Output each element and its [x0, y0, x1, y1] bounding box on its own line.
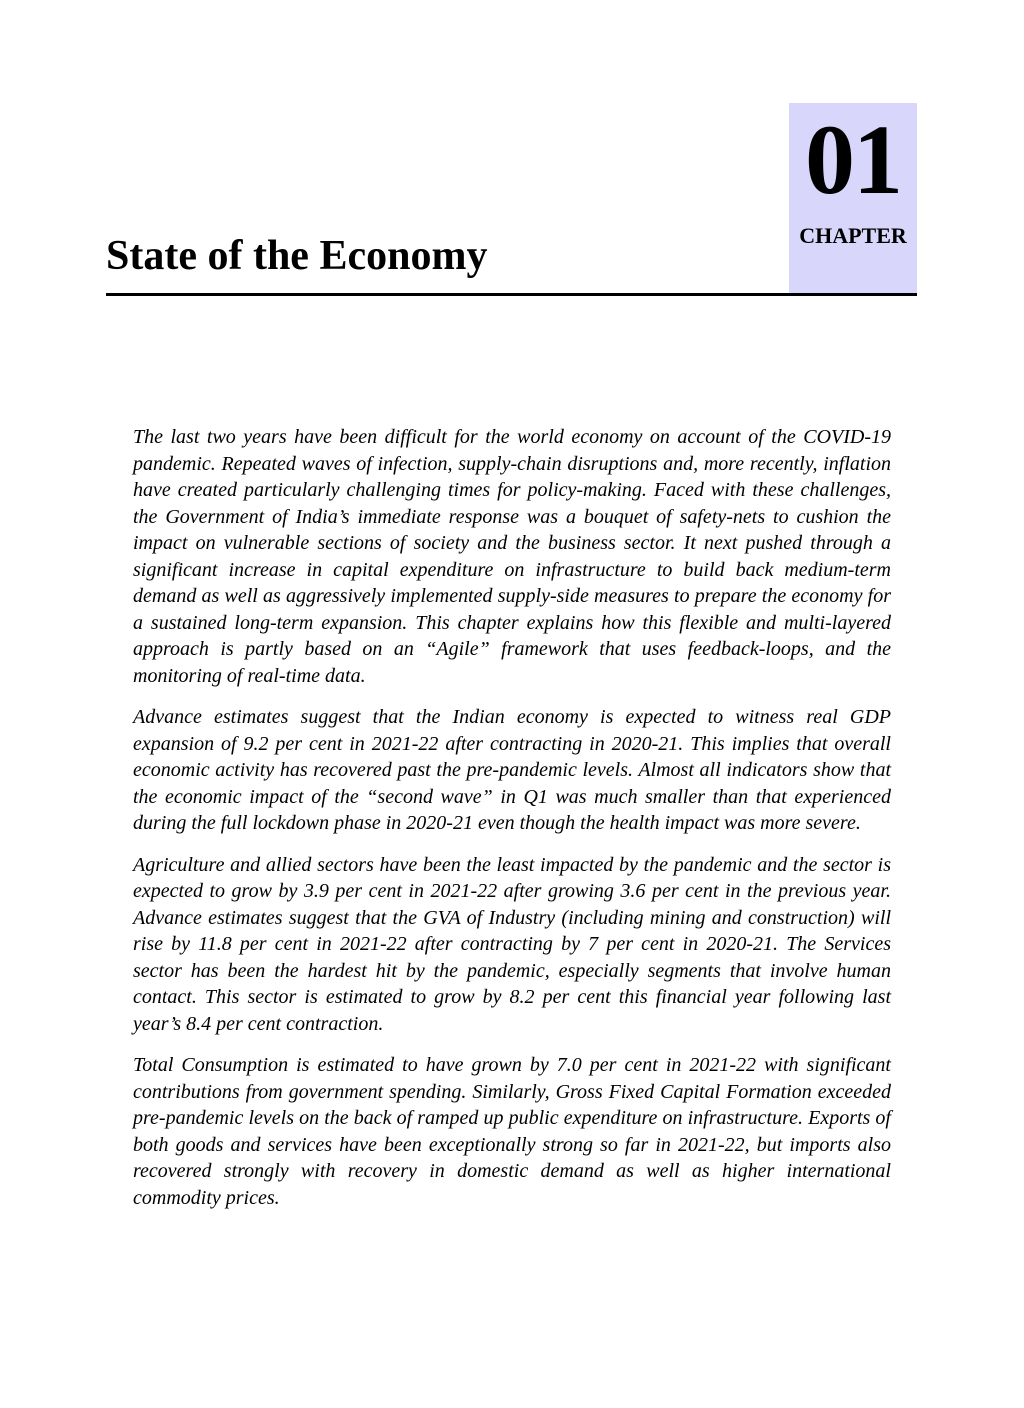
abstract-paragraph: Total Consumption is estimated to have grown by 7.0 per cent in 2021-22 with significant contributions from government spending. Similarly, Gross Fixed Capital Formation exceeded pre-pandemic levels on the back of ramped up public expenditure on infrastructure. Exports of both goods and services have been exceptionally strong so far in 2021-22, but imports also recovered strongly with recovery in domestic demand as well as higher international commodity prices.: [133, 1054, 891, 1209]
abstract-paragraph: Agriculture and allied sectors have been the least impacted by the pandemic and the sector is expected to grow by 3.9 per cent in 2021-22 after growing 3.6 per cent in the previous year. Advance estimates suggest that the GVA of Industry (including mining and construction) will rise by 11.8 per cent in 2021-22 after contracting by 7 per cent in 2020-21. The Services sector has been the hardest hit by the pandemic, especially segments that involve human contact. This sector is estimated to grow by 8.2 per cent this financial year following last year’s 8.4 per cent contraction.: [133, 853, 891, 1035]
abstract-paragraph: The last two years have been difficult for the world economy on account of the COVID-19 pandemic. Repeated waves of infection, supply-chain disruptions and, more recently, inflation have created particularly challenging times for policy-making. Faced with these challenges, the Government of India’s immediate response was a bouquet of safety-nets to cushion the impact on vulnerable sections of society and the business sector. It next pushed through a significant increase in capital expenditure on infrastructure to build back medium-term demand as well as aggressively implemented supply-side measures to prepare the economy for a sustained long-term expansion. This chapter explains how this flexible and multi-layered approach is partly based on an “Agile” framework that uses feedback-loops, and the monitoring of real-time data.: [133, 426, 891, 687]
page-title: State of the Economy: [106, 233, 488, 279]
chapter-badge: [789, 103, 917, 295]
chapter-label: CHAPTER: [799, 223, 907, 248]
chapter-abstract: [133, 424, 891, 1226]
abstract-paragraph: Advance estimates suggest that the Indian economy is expected to witness real GDP expansion of 9.2 per cent in 2021-22 after contracting in 2020-21. This implies that overall economic activity has recovered past the pre-pandemic levels. Almost all indicators show that the economic impact of the “second wave” in Q1 was much smaller than that experienced during the full lockdown phase in 2020-21 even though the health impact was more severe.: [133, 706, 891, 834]
title-divider: [106, 293, 917, 296]
chapter-number: 01: [805, 104, 901, 215]
